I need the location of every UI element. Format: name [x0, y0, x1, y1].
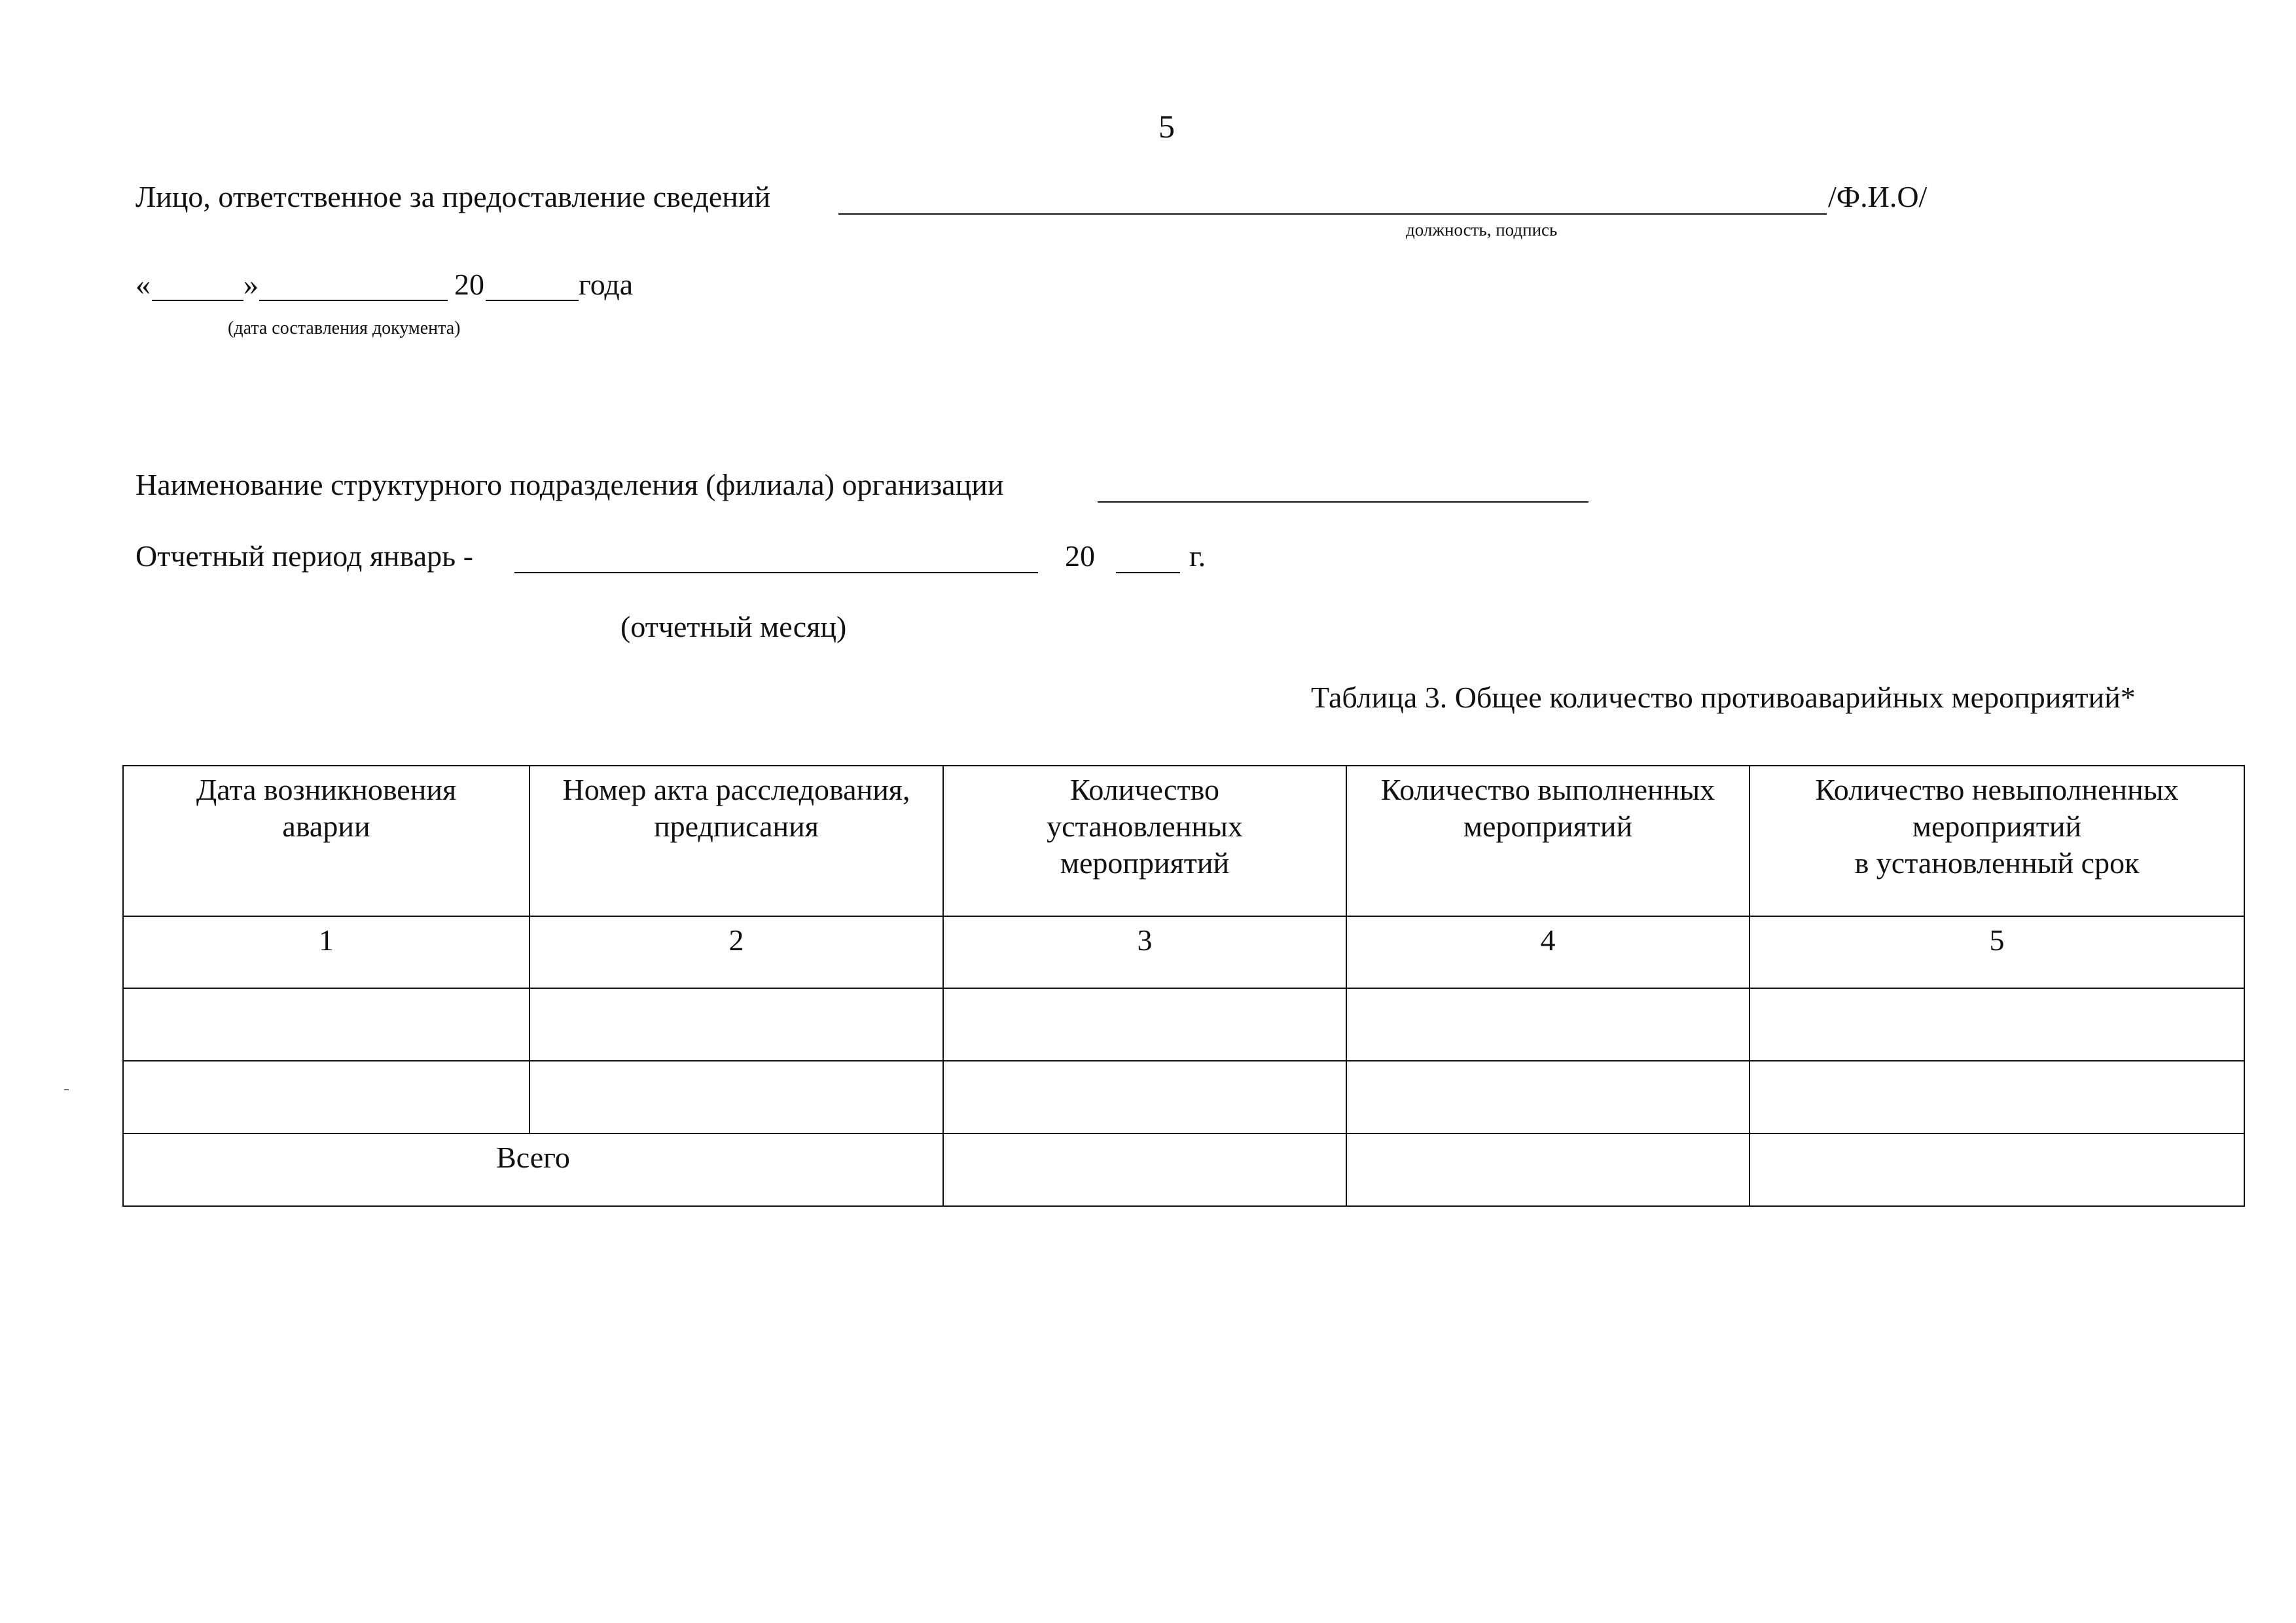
- page-number: 5: [1158, 108, 1175, 145]
- period-caption: (отчетный месяц): [620, 610, 847, 643]
- header-text: Количество невыполненных мероприятий в установленный срок: [1815, 773, 2179, 880]
- column-number: 3: [1137, 923, 1153, 957]
- header-cell-measures-set: [943, 766, 1346, 916]
- date-close-quote: »: [243, 268, 259, 301]
- header-text: Номер акта расследования, предписания: [562, 773, 910, 843]
- subdivision-field[interactable]: [1098, 501, 1588, 503]
- column-number: 5: [1989, 923, 2005, 957]
- table-cell[interactable]: [1346, 988, 1749, 1061]
- table-total-row: [123, 1133, 2244, 1206]
- total-cell[interactable]: [943, 1133, 1346, 1206]
- responsible-signature-field[interactable]: [838, 213, 1827, 215]
- responsible-fio-suffix: /Ф.И.О/: [1828, 180, 1928, 213]
- table-row: [123, 1061, 2244, 1133]
- table-cell[interactable]: [123, 988, 529, 1061]
- total-label: Всего: [496, 1141, 570, 1174]
- accident-measures-table: [122, 765, 2245, 1207]
- header-cell-accident-date: [123, 766, 529, 916]
- period-year-prefix: 20: [1065, 539, 1095, 573]
- column-number: 2: [728, 923, 744, 957]
- total-cell[interactable]: [1749, 1133, 2244, 1206]
- header-text: Количество выполненных мероприятий: [1380, 773, 1715, 843]
- table-title: Таблица 3. Общее количество противоаварийных мероприятий*: [1311, 681, 2136, 714]
- table-row: [123, 988, 2244, 1061]
- total-label-cell: [123, 1133, 943, 1206]
- date-year-prefix: 20: [454, 268, 484, 301]
- column-number: 1: [319, 923, 334, 957]
- period-year-suffix: г.: [1189, 539, 1206, 573]
- period-label: Отчетный период январь -: [135, 539, 473, 573]
- date-caption: (дата составления документа): [228, 318, 461, 338]
- table-cell[interactable]: [1749, 988, 2244, 1061]
- date-day-field[interactable]: [152, 300, 243, 301]
- table-cell[interactable]: [529, 988, 943, 1061]
- date-month-field[interactable]: [259, 300, 448, 301]
- column-number-cell: [1749, 916, 2244, 988]
- subdivision-label: Наименование структурного подразделения (филиала) организации: [135, 468, 1004, 501]
- date-open-quote: «: [135, 268, 151, 301]
- column-number-cell: [529, 916, 943, 988]
- column-number-cell: [123, 916, 529, 988]
- responsible-label: Лицо, ответственное за предоставление сведений: [135, 180, 771, 213]
- table-cell[interactable]: [529, 1061, 943, 1133]
- header-text: Количество установленных мероприятий: [1047, 773, 1243, 880]
- column-number: 4: [1540, 923, 1556, 957]
- scan-mark: [64, 1089, 69, 1090]
- table-cell[interactable]: [1346, 1061, 1749, 1133]
- column-number-cell: [943, 916, 1346, 988]
- table-column-number-row: [123, 916, 2244, 988]
- table-cell[interactable]: [943, 988, 1346, 1061]
- period-month-field[interactable]: [514, 572, 1038, 573]
- responsible-caption: должность, подпись: [1406, 220, 1558, 240]
- total-cell[interactable]: [1346, 1133, 1749, 1206]
- header-cell-measures-not-done: [1749, 766, 2244, 916]
- table-cell[interactable]: [123, 1061, 529, 1133]
- table-cell[interactable]: [943, 1061, 1346, 1133]
- header-cell-measures-done: [1346, 766, 1749, 916]
- date-year-suffix: года: [579, 268, 634, 301]
- column-number-cell: [1346, 916, 1749, 988]
- period-year-field[interactable]: [1116, 572, 1180, 573]
- header-cell-act-number: [529, 766, 943, 916]
- header-text: Дата возникновения аварии: [196, 773, 457, 843]
- table-header-row: [123, 766, 2244, 916]
- date-year-field[interactable]: [486, 300, 579, 301]
- table-cell[interactable]: [1749, 1061, 2244, 1133]
